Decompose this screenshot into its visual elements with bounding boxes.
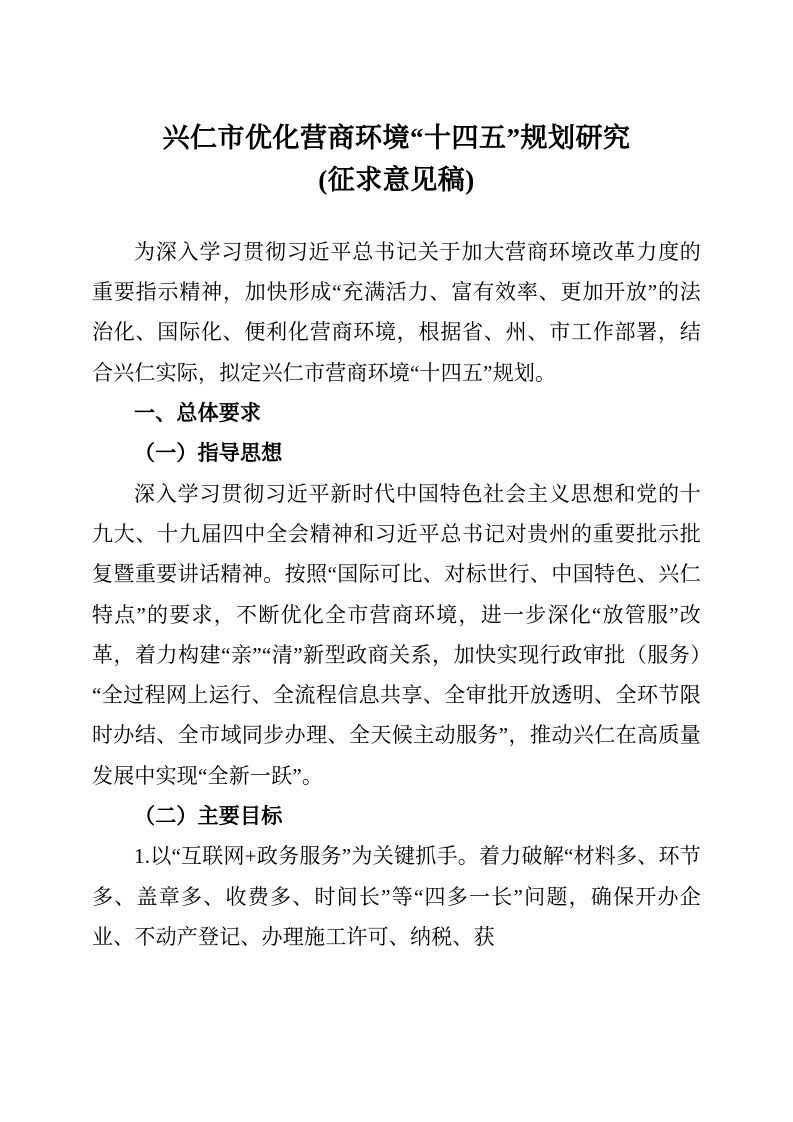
page-title-line-2: (征求意见稿)	[318, 164, 475, 195]
section-heading-overall-requirements: 一、总体要求	[134, 400, 262, 425]
intro-paragraph: 为深入学习贯彻习近平总书记关于加大营商环境改革力度的重要指示精神，加快形成“充满活力、富有效率、更加开放”的法治化、国际化、便利化营商环境，根据省、州、市工作部署，结合兴仁实际，拟定兴仁市营商环境“十四五”规划。	[92, 239, 701, 385]
document-body	[92, 232, 701, 958]
subsection-heading-main-objectives: （二）主要目标	[134, 804, 283, 829]
page-title	[92, 118, 701, 202]
main-objectives-item-1: 1.以“互联网+政务服务”为关键抓手。着力破解“材料多、环节多、盖章多、收费多、时间长”等“四多一长”问题，确保开办企业、不动产登记、办理施工许可、纳税、获	[92, 844, 701, 949]
page-title-line-1: 兴仁市优化营商环境“十四五”规划研究	[162, 123, 631, 153]
guiding-ideology-paragraph: 深入学习贯彻习近平新时代中国特色社会主义思想和党的十九大、十九届四中全会精神和习近平总书记对贵州的重要批示批复暨重要讲话精神。按照“国际可比、对标世行、中国特色、兴仁特点”的要求，不断优化全市营商环境，进一步深化“放管服”改革，着力构建“亲”“清”新型政商关系，加快实现行政审批（服务）“全过程网上运行、全流程信息共享、全审批开放透明、全环节限时办结、全市域同步办理、全天候主动服务”，推动兴仁在高质量发展中实现“全新一跃”。	[92, 481, 701, 788]
subsection-heading-guiding-ideology: （一）指导思想	[134, 441, 283, 466]
